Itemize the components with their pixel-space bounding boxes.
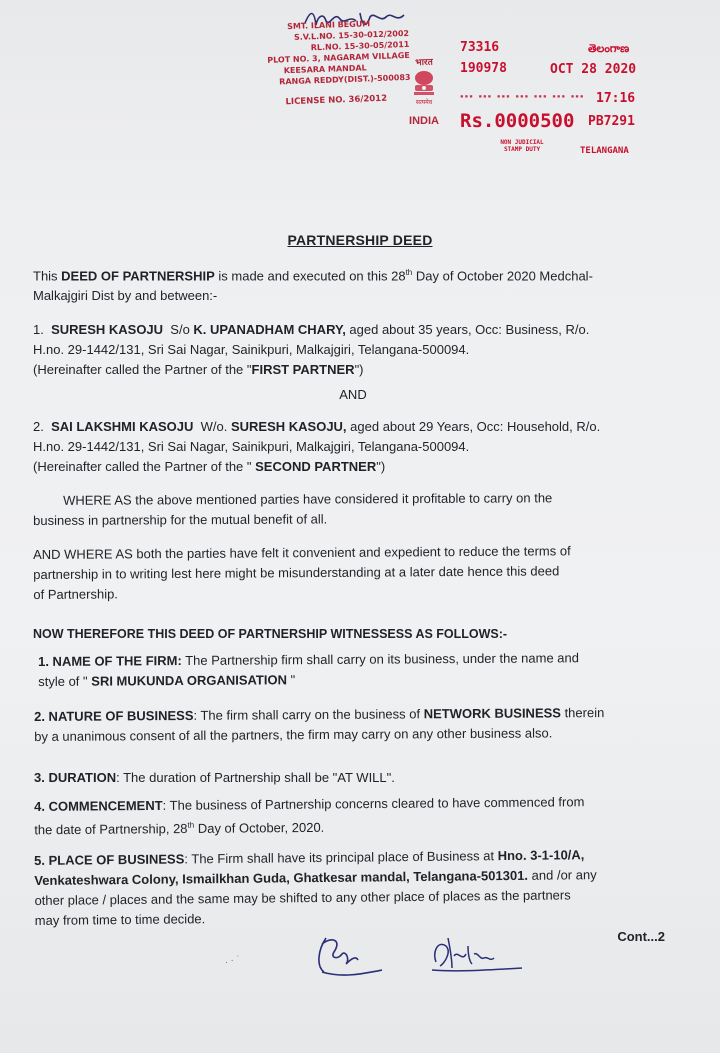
intro-text-end: Day of October 2020 Medchal- (412, 268, 593, 284)
stamp-non-judicial: NON JUDICIAL STAMP DUTY (500, 139, 544, 153)
clause-3-duration (34, 768, 674, 788)
whereas-2-line1: AND WHERE AS both the parties have felt it convenient and expedient to reduce the terms of (33, 543, 571, 562)
clause-1-text: The Partnership firm shall carry on its business, under the name and (181, 650, 580, 668)
vendor-plot: PLOT NO. 3, NAGARAM VILLAGE (267, 50, 410, 65)
clause-1-style: style of " (38, 673, 92, 689)
svg-text:सत्यमेव: सत्यमेव (415, 99, 433, 106)
stamp-serial-code: 190978 (460, 61, 507, 76)
clause-3-heading: 3. DURATION (34, 770, 117, 785)
clause-2-nature-of-business (34, 703, 674, 747)
intro-sup: th (405, 268, 413, 277)
clause-4-sup: th (187, 820, 195, 830)
clause-4-commencement (34, 791, 674, 840)
stamp-serial-top: 73316 (460, 40, 500, 55)
partner-1-role: FIRST PARTNER (251, 362, 355, 377)
clause-1-quote-end: " (286, 672, 296, 688)
clause-5-text-mid: and /or any (527, 867, 597, 883)
clause-4-date-end: Day of October, 2020. (194, 819, 325, 836)
national-emblem (402, 55, 446, 135)
clause-5-line3: other place / places and the same may be shifted to any other place of places as the partners (34, 887, 571, 908)
partner-2-called-end: ") (376, 459, 386, 474)
clause-2-text: : The firm shall carry on the business of (193, 706, 424, 723)
intro-text-line2: Malkajgiri Dist by and between:- (33, 288, 218, 304)
document-title: PARTNERSHIP DEED (287, 232, 433, 248)
second-partner-signature (428, 932, 528, 982)
stamp-date: OCT 28 2020 (550, 62, 637, 77)
whereas-2-paragraph (33, 541, 673, 605)
business-address-line1: Hno. 3-1-10/A, (497, 847, 585, 864)
clause-2-heading: 2. NATURE OF BUSINESS (34, 707, 194, 724)
partner-1-called: (Hereinafter called the Partner of the " (33, 362, 252, 377)
partner-1-number: 1. (33, 322, 44, 337)
partner-2-called: (Hereinafter called the Partner of the " (33, 459, 256, 474)
vendor-name: SMT. ILANI BEGUM (286, 19, 371, 32)
first-partner-signature (312, 930, 392, 985)
stamp-micro-text: ▪▪▪ ▪▪▪ ▪▪▪ ▪▪▪ ▪▪▪ ▪▪▪ ▪▪▪ (460, 93, 585, 100)
stamp-vendor-block (229, 17, 412, 110)
firm-name: SRI MUKUNDA ORGANISATION (91, 672, 288, 689)
partner-1-paragraph (33, 320, 673, 380)
vendor-mandal: KEESARA MANDAL (283, 63, 367, 76)
partner-1-father: K. UPANADHAM CHARY, (193, 322, 346, 337)
emblem-hindi-text: भारत (415, 56, 433, 68)
vendor-license: LICENSE NO. 36/2012 (285, 93, 388, 108)
partner-2-relation: W/o. (200, 419, 228, 434)
clause-5-heading: 5. PLACE OF BUSINESS (34, 851, 185, 868)
partner-2-husband: SURESH KASOJU, (230, 419, 347, 434)
clause-1-name-of-firm (38, 648, 678, 692)
partner-1-address: H.no. 29-1442/131, Sri Sai Nagar, Sainikpuri, Malkajgiri, Telangana-500094. (33, 342, 470, 357)
clause-5-text: : The Firm shall have its principal place of Business at (184, 848, 498, 867)
clause-1-heading: 1. NAME OF THE FIRM: (38, 652, 182, 669)
partner-2-role: SECOND PARTNER (255, 459, 377, 474)
clause-4-date: the date of Partnership, 28 (34, 820, 188, 838)
clause-4-heading: 4. COMMENCEMENT (34, 797, 163, 814)
and-separator: AND (339, 387, 367, 402)
whereas-1-line1: WHERE AS the above mentioned parties have considered it profitable to carry on the (63, 490, 553, 508)
witnesseth-heading: NOW THEREFORE THIS DEED OF PARTNERSHIP WITNESSESS AS FOLLOWS:- (33, 627, 508, 641)
stamp-telugu-state: తెలంగాణ (588, 42, 630, 55)
partner-2-details: aged about 29 Years, Occ: Household, R/o. (346, 419, 601, 434)
stray-marks: . · ˙ (225, 955, 240, 966)
business-type: NETWORK BUSINESS (423, 705, 561, 722)
vendor-district: RANGA REDDY(DIST.)-500083 (279, 72, 411, 87)
vendor-svl: S.V.L.NO. 15-30-012/2002 (293, 28, 410, 42)
whereas-1-line2: business in partnership for the mutual benefit of all. (33, 511, 328, 528)
intro-paragraph (33, 263, 673, 306)
stamp-time: 17:16 (596, 91, 636, 106)
clause-4-text: : The business of Partnership concerns cleared to have commenced from (162, 794, 585, 813)
partner-2-number: 2. (33, 419, 44, 434)
clause-3-text: : The duration of Partnership shall be "AT WILL". (116, 770, 395, 785)
partner-2-paragraph (33, 417, 673, 477)
whereas-2-line3: of Partnership. (33, 586, 118, 602)
ashoka-emblem-icon (409, 68, 439, 108)
business-address-line2: Venkateshwara Colony, Ismailkhan Guda, Ghatkesar mandal, Telangana-501301. (34, 867, 529, 888)
emblem-country: INDIA (409, 115, 439, 127)
partner-2-name: SAI LAKSHMI KASOJU (51, 419, 194, 434)
intro-text: This (33, 268, 62, 284)
intro-text-date: is made and executed on this 28 (214, 268, 406, 284)
partner-1-name: SURESH KASOJU (51, 322, 164, 337)
partner-2-address: H.no. 29-1442/131, Sri Sai Nagar, Sainikpuri, Malkajgiri, Telangana-500094. (33, 439, 470, 454)
partner-1-called-end: ") (354, 362, 364, 377)
clause-2-text-end: therein (560, 705, 605, 721)
stamp-amount: Rs.0000500 (460, 110, 575, 132)
stamp-code: PB7291 (588, 114, 635, 129)
stamp-state: TELANGANA (580, 146, 629, 156)
clause-2-line2: by a unanimous consent of all the partners, the firm may carry on any other business also. (34, 725, 553, 744)
clause-5-place-of-business (34, 844, 675, 931)
vendor-rl: RL.NO. 15-30-05/2011 (310, 39, 410, 53)
partner-1-relation: S/o (170, 322, 190, 337)
whereas-1-paragraph (33, 488, 673, 531)
continuation-marker: Cont...2 (617, 929, 665, 944)
clause-5-line4: may from time to time decide. (34, 911, 206, 928)
whereas-2-line2: partnership in to writing lest here might be misunderstanding at a later date hence this deed (33, 563, 560, 582)
partner-1-details: aged about 35 years, Occ: Business, R/o. (345, 322, 590, 337)
intro-deed-bold: DEED OF PARTNERSHIP (61, 268, 215, 284)
